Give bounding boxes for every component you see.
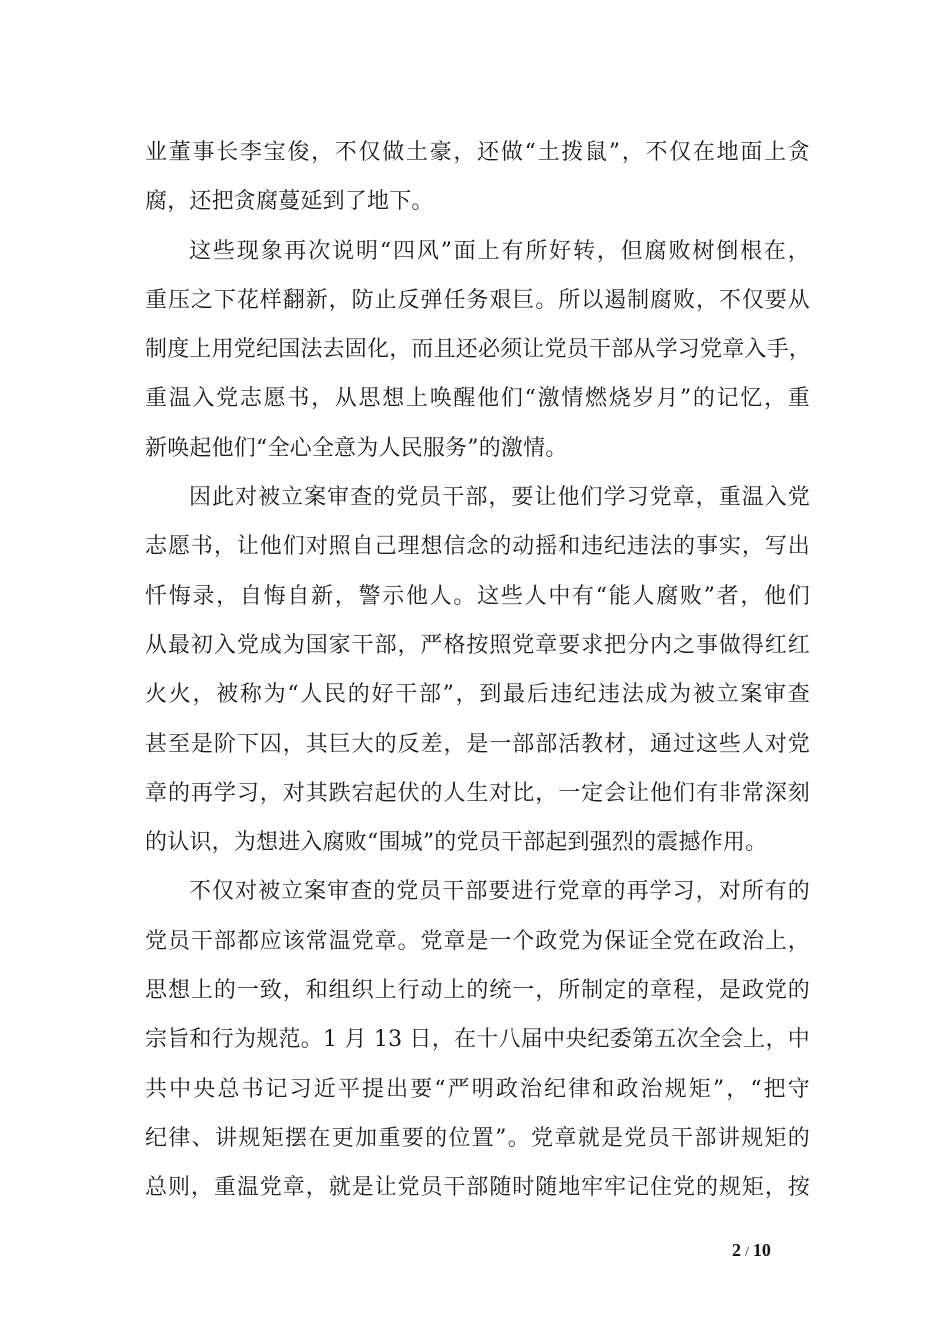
text-line: 业董事长李宝俊，不仅做土豪，还做“土拨鼠”，不仅在地面上贪	[145, 140, 810, 165]
text-line: 宗旨和行为规范。1 月 13 日，在十八届中央纪委第五次全会上，中	[145, 1027, 810, 1053]
document-body	[145, 128, 810, 1213]
text-line: 重压之下花样翻新，防止反弹任务艰巨。所以遏制腐败，不仅要从	[145, 287, 810, 313]
text-line: 制度上用党纪国法去固化，而且还必须让党员干部从学习党章入手，	[145, 337, 812, 363]
text-line: 不仅对被立案审查的党员干部要进行党章的再学习，对所有的	[189, 879, 810, 905]
text-line: 思想上的一致，和组织上行动上的统一，所制定的章程，是政党的	[145, 978, 810, 1004]
total-pages-number: 10	[752, 1240, 771, 1260]
text-line: 从最初入党成为国家干部，严格按照党章要求把分内之事做得红红	[145, 632, 810, 658]
paragraph-3	[145, 473, 810, 867]
paragraph-2	[145, 227, 810, 473]
text-line: 因此对被立案审查的党员干部，要让他们学习党章，重温入党	[189, 485, 810, 511]
page-number	[732, 1240, 771, 1261]
text-line: 这些现象再次说明“四风”面上有所好转，但腐败树倒根在，	[189, 238, 810, 264]
text-line: 志愿书，让他们对照自己理想信念的动摇和违纪违法的事实，写出	[145, 534, 810, 560]
text-line: 共中央总书记习近平提出要“严明政治纪律和政治规矩”，“把守	[145, 1076, 810, 1102]
page-separator: /	[745, 1245, 749, 1260]
paragraph-4	[145, 867, 810, 1212]
text-line: 新唤起他们“全心全意为人民服务”的激情。	[145, 435, 568, 461]
text-line: 火火，被称为“人民的好干部”，到最后违纪违法成为被立案审查	[145, 682, 810, 708]
text-line: 的认识，为想进入腐败“围城”的党员干部起到强烈的震撼作用。	[145, 830, 768, 856]
current-page-number: 2	[732, 1240, 741, 1260]
text-line: 章的再学习，对其跌宕起伏的人生对比，一定会让他们有非常深刻	[145, 780, 810, 806]
text-line: 甚至是阶下囚，其巨大的反差，是一部部活教材，通过这些人对党	[145, 731, 810, 757]
text-line: 总则，重温党章，就是让党员干部随时随地牢牢记住党的规矩，按	[145, 1175, 810, 1201]
text-line: 重温入党志愿书，从思想上唤醒他们“激情燃烧岁月”的记忆，重	[145, 386, 810, 412]
paragraph-1	[145, 128, 810, 227]
text-line: 党员干部都应该常温党章。党章是一个政党为保证全党在政治上，	[145, 928, 810, 954]
text-line: 纪律、讲规矩摆在更加重要的位置”。党章就是党员干部讲规矩的	[145, 1125, 810, 1151]
text-line: 忏悔录，自悔自新，警示他人。这些人中有“能人腐败”者，他们	[145, 583, 810, 609]
text-line: 腐，还把贪腐蔓延到了地下。	[145, 189, 434, 215]
page-footer	[0, 1240, 950, 1270]
